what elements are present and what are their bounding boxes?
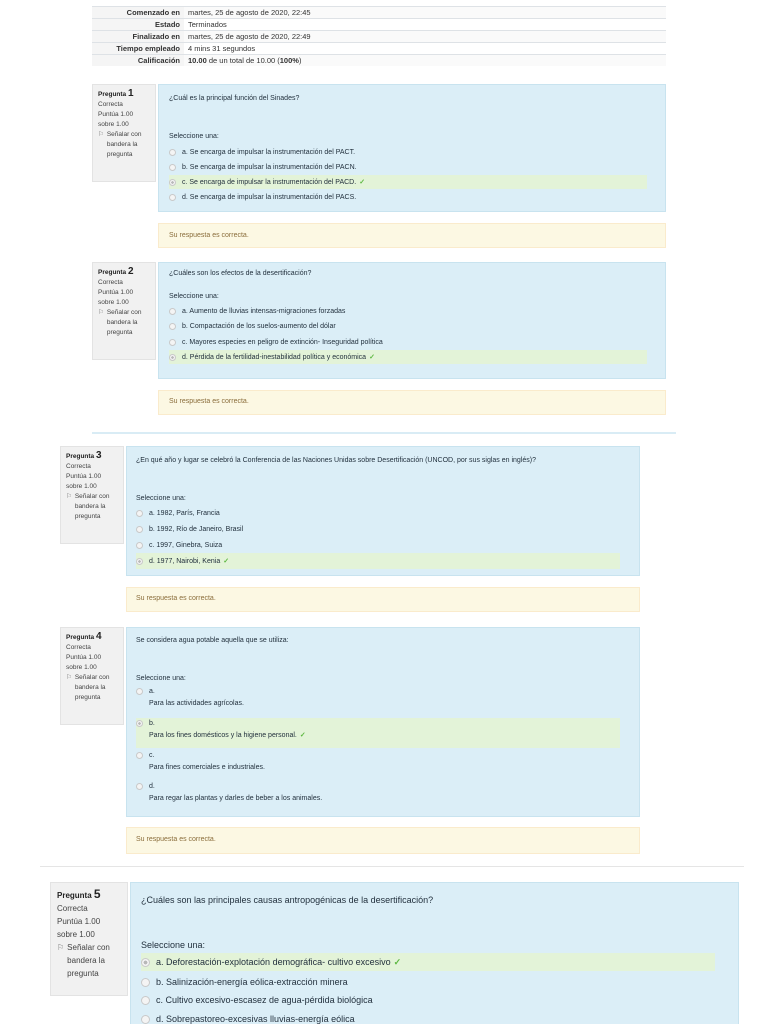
summary-table	[92, 6, 666, 66]
grade-end: )	[298, 55, 302, 65]
radio-button[interactable]	[136, 558, 143, 565]
question-info-3	[60, 446, 124, 544]
flag-question-link[interactable]: ⚐ Señalar con bandera la pregunta	[66, 674, 110, 701]
flag-icon: ⚐	[98, 309, 104, 316]
question-score: Puntúa 1.00 sobre 1.00	[66, 654, 102, 671]
summary-value: martes, 25 de agosto de 2020, 22:49	[184, 31, 666, 43]
grade-mid: de un total de 10.00 (	[206, 55, 280, 65]
radio-button[interactable]	[169, 164, 176, 171]
question-number: Pregunta 3	[66, 450, 102, 461]
answer-label: d. Se encarga de impulsar la instrumentación del PACS.	[182, 193, 357, 201]
answer-label: c. Mayores especies en peligro de extinción- Inseguridad política	[182, 338, 383, 346]
answer-option-d[interactable]	[169, 190, 647, 204]
answer-option-d[interactable]	[141, 1010, 715, 1028]
radio-button[interactable]	[136, 542, 143, 549]
flag-question-link[interactable]: ⚐ Señalar con bandera la pregunta	[57, 943, 110, 978]
radio-button[interactable]	[169, 354, 176, 361]
answer-label: d. Sobrepastoreo-excesivas lluvias-energía eólica	[156, 1014, 355, 1024]
flag-icon: ⚐	[66, 674, 72, 681]
summary-key: Calificación	[92, 55, 184, 67]
answer-label: b. Se encarga de impulsar la instrumentación del PACN.	[182, 163, 357, 171]
feedback-text: Su respuesta es correcta.	[169, 232, 249, 239]
answer-option-b[interactable]	[136, 718, 620, 748]
radio-button[interactable]	[136, 688, 143, 695]
answer-option-c[interactable]	[141, 991, 715, 1009]
correct-check-icon: ✓	[393, 956, 402, 967]
answer-label: a. Aumento de lluvias intensas-migraciones forzadas	[182, 307, 346, 315]
answer-option-a[interactable]	[141, 953, 715, 971]
grade-score: 10.00	[188, 55, 207, 65]
answer-option-a[interactable]	[136, 686, 620, 716]
answer-letter: c.	[149, 752, 155, 759]
question-formulation-2	[158, 262, 666, 379]
radio-button[interactable]	[136, 720, 143, 727]
radio-button[interactable]	[169, 308, 176, 315]
question-info-2	[92, 262, 156, 360]
answer-option-b[interactable]	[136, 522, 620, 537]
attempt-summary	[92, 6, 666, 66]
radio-button[interactable]	[169, 339, 176, 346]
feedback-box-3	[126, 587, 640, 612]
radio-button[interactable]	[141, 978, 150, 987]
summary-value: Terminados	[184, 19, 666, 31]
answer-label: c. Cultivo excesivo-escasez de agua-pérdida biológica	[156, 995, 373, 1005]
question-info-5	[50, 882, 128, 996]
question-formulation-3	[126, 446, 640, 576]
question-text: ¿Cuáles son los efectos de la desertificación?	[169, 270, 312, 277]
answer-label: a. Deforestación-explotación demográfica- cultivo excesivo	[156, 957, 391, 967]
summary-key: Tiempo empleado	[92, 43, 184, 55]
correct-check-icon: ✓	[299, 732, 306, 739]
correct-check-icon: ✓	[359, 179, 366, 186]
answer-option-c[interactable]	[169, 175, 647, 189]
feedback-text: Su respuesta es correcta.	[136, 836, 216, 843]
radio-button[interactable]	[169, 194, 176, 201]
summary-key: Finalizado en	[92, 31, 184, 43]
answer-label: Para las actividades agrícolas.	[149, 700, 244, 707]
answer-option-b[interactable]	[169, 160, 647, 174]
answer-label: Para fines comerciales e industriales.	[149, 764, 265, 771]
radio-button[interactable]	[169, 323, 176, 330]
summary-key: Comenzado en	[92, 7, 184, 19]
answer-label: c. 1997, Ginebra, Suiza	[149, 542, 223, 549]
answer-letter: a.	[149, 688, 155, 695]
flag-question-link[interactable]: ⚐ Señalar con bandera la pregunta	[98, 309, 142, 336]
question-number: Pregunta 4	[66, 631, 102, 642]
radio-button[interactable]	[136, 510, 143, 517]
radio-button[interactable]	[141, 1015, 150, 1024]
answer-label: Para los fines domésticos y la higiene personal.	[149, 732, 297, 739]
feedback-box-2	[158, 390, 666, 415]
question-text: ¿En qué año y lugar se celebró la Conferencia de las Naciones Unidas sobre Desertificación (UNCOD, por sus siglas en inglés)?	[136, 457, 536, 464]
answer-label: a. Se encarga de impulsar la instrumentación del PACT.	[182, 148, 356, 156]
answer-letter: b.	[149, 720, 155, 727]
answer-option-c[interactable]	[136, 750, 620, 780]
question-number: Pregunta 5	[57, 887, 101, 901]
summary-row-state	[92, 19, 666, 31]
radio-button[interactable]	[141, 996, 150, 1005]
question-status: Correcta	[57, 904, 88, 913]
answer-label: c. Se encarga de impulsar la instrumentación del PACD.	[182, 178, 357, 186]
answer-option-a[interactable]	[169, 145, 647, 159]
select-one-prompt: Seleccione una:	[136, 675, 186, 682]
summary-row-time	[92, 43, 666, 55]
question-info-1	[92, 84, 156, 182]
flag-icon: ⚐	[66, 493, 72, 500]
summary-row-started	[92, 7, 666, 19]
feedback-text: Su respuesta es correcta.	[169, 398, 249, 405]
answer-option-b[interactable]	[141, 973, 715, 991]
feedback-text: Su respuesta es correcta.	[136, 595, 216, 602]
feedback-box-1	[158, 223, 666, 248]
flag-question-link[interactable]: ⚐ Señalar con bandera la pregunta	[66, 493, 110, 520]
radio-button[interactable]	[169, 149, 176, 156]
answer-label: Para regar las plantas y darles de beber a los animales.	[149, 795, 323, 802]
question-score: Puntúa 1.00 sobre 1.00	[66, 473, 102, 490]
answer-label: d. Pérdida de la fertilidad-inestabilidad política y económica	[182, 353, 367, 361]
answer-option-a[interactable]	[169, 304, 647, 318]
question-text: ¿Cuál es la principal función del Sinades?	[169, 95, 300, 102]
summary-value	[184, 55, 666, 67]
section-divider	[92, 432, 676, 434]
correct-check-icon: ✓	[223, 558, 230, 565]
question-status: Correcta	[98, 279, 123, 286]
answer-label: b. Compactación de los suelos-aumento del dólar	[182, 322, 336, 330]
select-one-prompt: Seleccione una:	[136, 495, 186, 502]
summary-value: 4 mins 31 segundos	[184, 43, 666, 55]
radio-button[interactable]	[136, 783, 143, 790]
question-number: Pregunta 1	[98, 88, 134, 99]
answer-option-d[interactable]	[169, 350, 647, 364]
answer-option-d[interactable]	[136, 781, 620, 811]
question-score: Puntúa 1.00 sobre 1.00	[57, 917, 101, 939]
summary-row-grade	[92, 55, 666, 67]
question-number: Pregunta 2	[98, 266, 134, 277]
select-one-prompt: Seleccione una:	[169, 133, 219, 140]
answer-option-a[interactable]	[136, 506, 620, 521]
answer-label: b. 1992, Río de Janeiro, Brasil	[149, 526, 244, 533]
question-status: Correcta	[98, 101, 123, 108]
summary-key: Estado	[92, 19, 184, 31]
question-formulation-5	[130, 882, 739, 1024]
answer-option-c[interactable]	[136, 538, 620, 553]
feedback-box-4	[126, 827, 640, 854]
summary-row-finished	[92, 31, 666, 43]
answer-label: b. Salinización-energía eólica-extracción minera	[156, 977, 348, 987]
flag-question-link[interactable]: ⚐ Señalar con bandera la pregunta	[98, 131, 142, 158]
question-formulation-4	[126, 627, 640, 817]
select-one-prompt: Seleccione una:	[141, 940, 206, 950]
section-divider	[40, 866, 744, 867]
answer-option-d[interactable]	[136, 553, 620, 569]
question-score: Puntúa 1.00 sobre 1.00	[98, 111, 134, 128]
radio-button[interactable]	[169, 179, 176, 186]
answer-option-c[interactable]	[169, 335, 647, 349]
correct-check-icon: ✓	[369, 354, 375, 361]
grade-percent: 100%	[279, 55, 299, 65]
radio-button[interactable]	[136, 526, 143, 533]
question-status: Correcta	[66, 644, 91, 651]
question-formulation-1	[158, 84, 666, 212]
answer-option-b[interactable]	[169, 319, 647, 333]
answer-label: d. 1977, Nairobi, Kenia	[149, 557, 221, 565]
summary-value: martes, 25 de agosto de 2020, 22:45	[184, 7, 666, 19]
flag-icon: ⚐	[98, 131, 104, 138]
question-status: Correcta	[66, 463, 91, 470]
radio-button[interactable]	[141, 958, 150, 967]
radio-button[interactable]	[136, 752, 143, 759]
question-score: Puntúa 1.00 sobre 1.00	[98, 289, 134, 306]
flag-icon: ⚐	[57, 943, 65, 952]
question-info-4	[60, 627, 124, 725]
question-text: ¿Cuáles son las principales causas antropogénicas de la desertificación?	[141, 895, 434, 905]
select-one-prompt: Seleccione una:	[169, 293, 219, 300]
answer-label: a. 1982, París, Francia	[149, 510, 220, 517]
answer-letter: d.	[149, 783, 155, 790]
question-text: Se considera agua potable aquella que se utiliza:	[136, 637, 289, 644]
